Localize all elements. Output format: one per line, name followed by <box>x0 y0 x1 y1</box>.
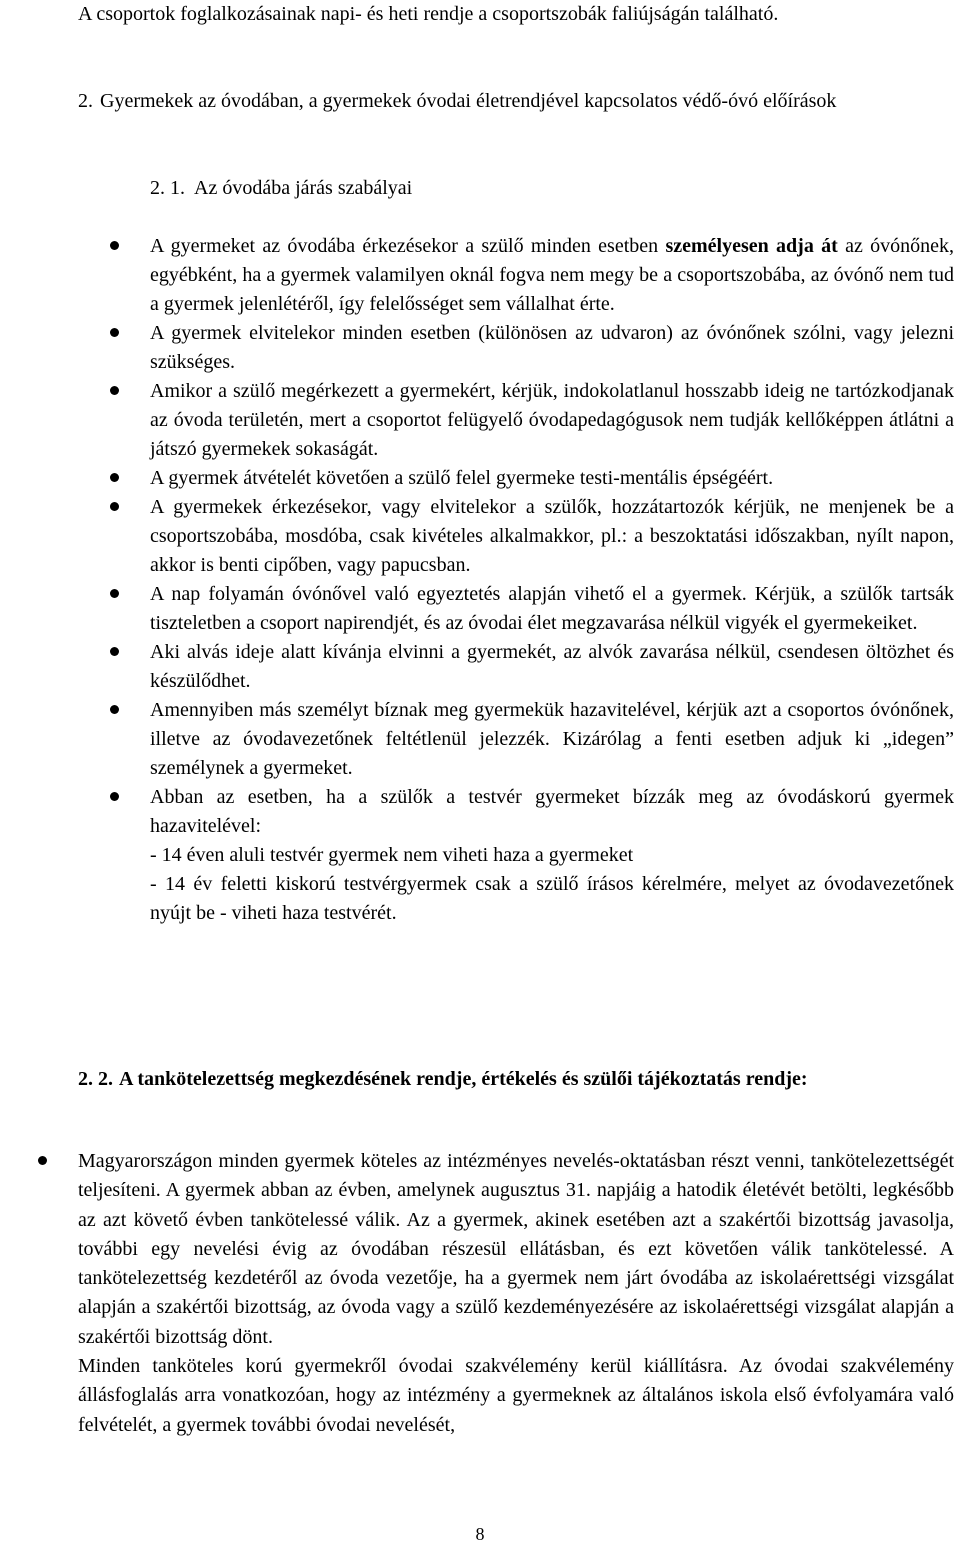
section-2-title: Gyermekek az óvodában, a gyermekek óvodai életrendjével kapcsolatos védő-óvó előírások <box>100 90 837 112</box>
rule-1-before: A gyermeket az óvodába érkezésekor a szülő minden esetben <box>150 235 666 257</box>
list-item <box>0 783 954 928</box>
rule-9-sub-2: - 14 év feletti kiskorú testvérgyermek csak a szülő írásos kérelmére, melyet az óvodavezetőnek nyújt be - viheti haza testvérét. <box>150 873 954 924</box>
list-item <box>0 696 954 783</box>
list-item <box>0 580 954 638</box>
list-item <box>0 377 954 464</box>
bullet-icon <box>110 647 119 656</box>
rule-2-text: A gyermek elvitelekor minden esetben (különösen az udvaron) az óvónőnek szólni, vagy jelezni szükséges. <box>150 322 954 373</box>
rule-6-text: A nap folyamán óvónővel való egyeztetés alapján vihető el a gyermek. Kérjük, a szülők tartsák tiszteletben a csoport napirendjét, és az óvodai élet megzavarása nélkül vigyék el gyermekeiket. <box>150 583 954 634</box>
page-number: 8 <box>475 1524 485 1544</box>
section-2-1-title: Az óvodába járás szabályai <box>194 177 413 199</box>
rule-9-text: Abban az esetben, ha a szülők a testvér gyermeket bízzák meg az óvodáskorú gyermek hazavitelével: <box>150 786 954 837</box>
bullet-icon <box>110 705 119 714</box>
list-item <box>0 464 954 493</box>
section-2-number: 2. <box>78 90 93 112</box>
section-2-1-number: 2. 1. <box>150 177 185 199</box>
bullet-icon <box>110 328 119 337</box>
section-2-1-heading <box>150 174 412 203</box>
rule-4-text: A gyermek átvételét követően a szülő felel gyermeke testi-mentális épségéért. <box>150 467 774 489</box>
rule-9-sub-1: - 14 éven aluli testvér gyermek nem viheti haza a gyermeket <box>150 844 634 866</box>
bullet-icon <box>38 1156 47 1165</box>
rule-8-text: Amennyiben más személyt bíznak meg gyermekük hazavitelével, kérjük azt a csoportos óvónőnek, illetve az óvodavezetőnek feltétlenül jelezzék. Kizárólag a fenti esetben adjuk ki „idegen” személynek a gyermeket. <box>150 699 954 779</box>
rule-3-text: Amikor a szülő megérkezett a gyermekért, kérjük, indokolatlanul hosszabb ideig ne tartózkodjanak az óvoda területén, mert a csoportot felügyelő óvodapedagógusok nem tudják kellőképpen átlátni a játszó gyermekek sokaságát. <box>150 380 954 460</box>
list-item <box>0 638 954 696</box>
bullet-icon <box>110 589 119 598</box>
bullet-icon <box>110 792 119 801</box>
rule-7-text: Aki alvás ideje alatt kívánja elvinni a gyermekét, az alvók zavarása nélkül, csendesen öltözhet és készülődhet. <box>150 641 954 692</box>
rule-1-after: az óvónőnek, egyébként, ha a gyermek valamilyen oknál fogva nem megy be a csoportszobába, az óvónő nem tud a gyermek jelenlétéről, így felelősséget sem vállalhat érte. <box>150 235 955 315</box>
list-item <box>0 1147 954 1440</box>
list-item <box>0 319 954 377</box>
school-paragraph-2: Minden tanköteles korú gyermekről óvodai szakvélemény kerül kiállításra. Az óvodai szakvélemény állásfoglalás arra vonatkozóan, hogy az intézmény a gyermeknek az általános iskola első évfolyamára való felvételét, a gyermek további óvodai nevelését, <box>78 1355 954 1436</box>
school-paragraph-1: Magyarországon minden gyermek köteles az intézményes nevelés-oktatásban részt venni, tankötelezettségét teljesíteni. A gyermek abban az évben, amelynek augusztus 31. napjáig a hatodik életévét betölti, legkésőbb az azt követő évben tankötelessé válik. Az a gyermek, akinek esetében azt a szakértői bizottság javasolja, további egy nevelési évig az óvodában részesül ellátásban, és ezt követően válik tankötelessé. A tankötelezettség kezdetéről az óvoda vezetője, ha a gyermek nem járt óvodába az iskolaérettségi vizsgálat alapján a szakértői bizottság, az óvoda vagy a szülő kezdeményezésére az iskolaérettségi vizsgálat alapján a szakértői bizottság dönt. <box>78 1150 954 1348</box>
list-item <box>0 232 954 319</box>
bullet-icon <box>110 386 119 395</box>
rules-list <box>0 232 960 928</box>
section-2-2-heading <box>78 1065 954 1094</box>
bullet-icon <box>110 502 119 511</box>
bullet-icon <box>110 473 119 482</box>
list-item <box>0 493 954 580</box>
section-2-heading <box>78 87 954 116</box>
bullet-icon <box>110 241 119 250</box>
intro-paragraph: A csoportok foglalkozásainak napi- és heti rendje a csoportszobák faliújságán található. <box>78 3 779 25</box>
section-2-2-title: A tankötelezettség megkezdésének rendje, értékelés és szülői tájékoztatás rendje: <box>119 1068 808 1090</box>
rule-1-bold: személyesen adja át <box>665 235 838 257</box>
section-2-2-number: 2. 2. <box>78 1068 113 1090</box>
school-list <box>0 1147 960 1440</box>
rule-5-text: A gyermekek érkezésekor, vagy elvitelekor a szülők, hozzátartozók kérjük, ne menjenek be a csoportszobába, mosdóba, csak kivételes alkalmakkor, pl.: a beszoktatási időszakban, nyílt napon, akkor is benti cipőben, vagy papucsban. <box>150 496 954 576</box>
